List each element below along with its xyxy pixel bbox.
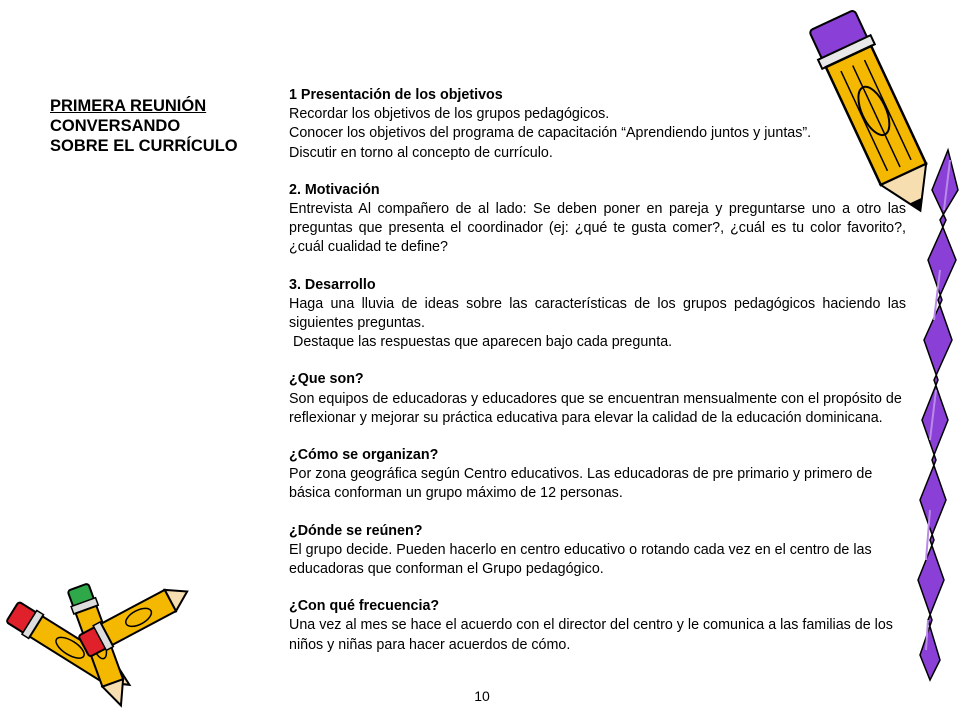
section-donde-se-reunen <box>289 522 906 580</box>
section-heading: ¿Cómo se organizan? <box>289 447 439 464</box>
objective-line: Recordar los objetivos de los grupos pedagógicos. <box>289 106 610 123</box>
section-paragraph: Haga una lluvia de ideas sobre las características de los grupos pedagógicos haciendo las siguientes preguntas. <box>289 295 906 332</box>
title-block <box>50 96 275 156</box>
section-paragraph: Entrevista Al compañero de al lado: Se deben poner en pareja y preguntarse uno a otro las preguntas que presenta el coordinador (ej: ¿qué te gusta comer?, ¿cuál es tu color favorito?, ¿cuál cualidad te define? <box>289 201 906 256</box>
section-heading: ¿Que son? <box>289 371 364 388</box>
section-heading: 2. Motivación <box>289 181 380 198</box>
pencil-icon <box>800 2 945 227</box>
section-paragraph: Una vez al mes se hace el acuerdo con el director del centro y le comunica a las familias de los niños y niñas para hacer acuerdos de cómo. <box>289 617 893 653</box>
purple-ribbon-decoration <box>900 150 960 680</box>
section-paragraph: Por zona geográfica según Centro educativos. Las educadoras de pre primario y primero de básica conforman un grupo máximo de 12 personas. <box>289 466 873 502</box>
title-line-2: CONVERSANDO <box>50 117 181 135</box>
section-con-que-frecuencia <box>289 597 906 655</box>
section-extra: Destaque las respuestas que aparecen bajo cada pregunta. <box>293 334 673 351</box>
section-como-se-organizan <box>289 446 906 504</box>
page-number: 10 <box>474 688 490 704</box>
objective-line: Discutir en torno al concepto de currículo. <box>289 144 553 161</box>
objective-line: Conocer los objetivos del programa de capacitación “Aprendiendo juntos y juntas”. <box>289 125 812 142</box>
section-paragraph: Son equipos de educadoras y educadores que se encuentran mensualmente con el propósito de reflexionar y mejorar su práctica educativa para elevar la calidad de la educación dominicana. <box>289 390 902 426</box>
section-heading: ¿Dónde se reúnen? <box>289 522 423 539</box>
section-heading: 1 Presentación de los objetivos <box>289 87 503 103</box>
section-paragraph: El grupo decide. Pueden hacerlo en centro educativo o rotando cada vez en el centro de las educadoras que conforman el Grupo pedagógico. <box>289 541 872 578</box>
title-line-3: SOBRE EL CURRÍCULO <box>50 137 238 155</box>
title-line-1: PRIMERA REUNIÓN <box>50 97 207 115</box>
section-que-son <box>289 370 906 428</box>
section-desarrollo <box>289 276 906 353</box>
pencils-cluster-icon <box>0 575 195 715</box>
section-heading: ¿Con qué frecuencia? <box>289 598 440 615</box>
section-heading: 3. Desarrollo <box>289 276 376 293</box>
